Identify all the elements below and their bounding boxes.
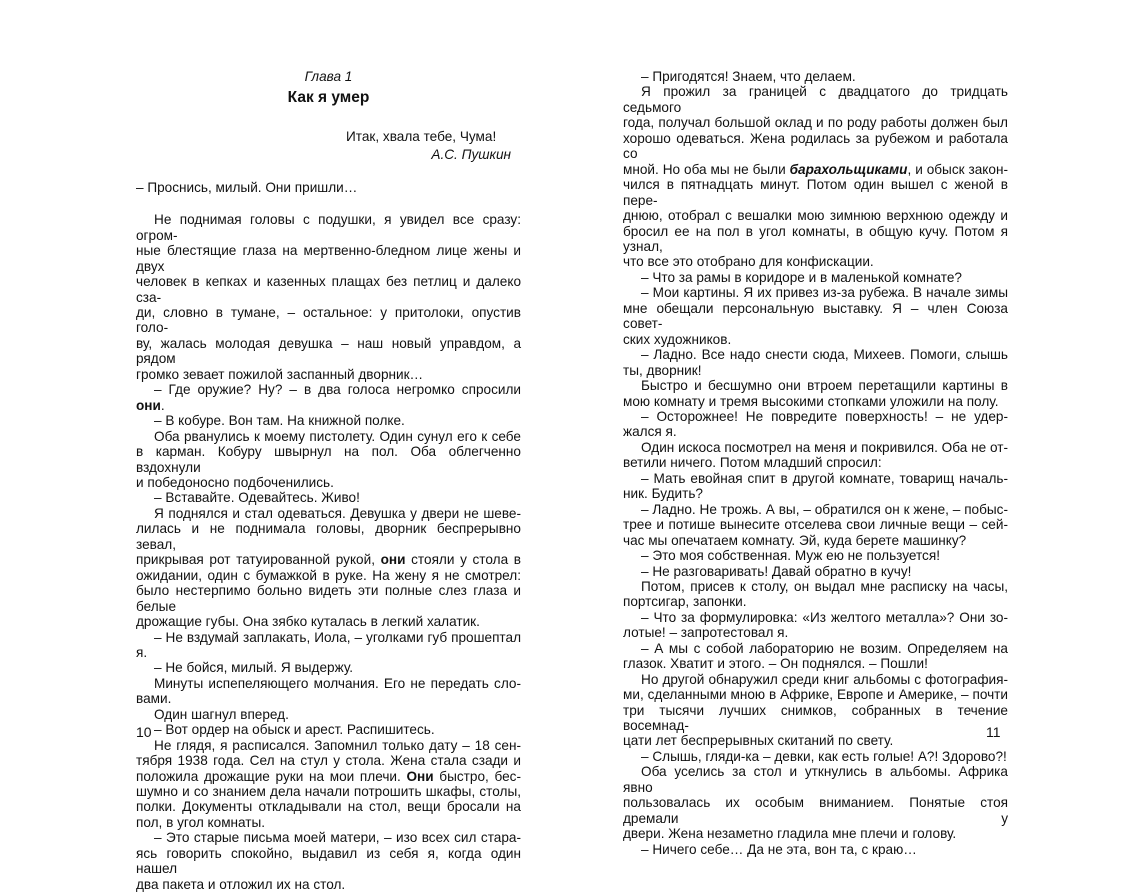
paragraph [623, 579, 1008, 610]
text-line: Оба уселись за стол и уткнулись в альбомы. Африка явно [623, 764, 1008, 795]
paragraph [623, 285, 1008, 347]
text-line: Я прожил за границей с двадцатого до тридцать седьмого [623, 84, 1008, 115]
paragraph [623, 409, 1008, 440]
paragraph [136, 830, 521, 892]
text-line: – Пригодятся! Знаем, что делаем. [641, 69, 856, 84]
paragraph [136, 506, 521, 630]
epigraph-text: Итак, хвала тебе, Чума! [346, 128, 497, 144]
paragraph [623, 764, 1008, 841]
text-line: года, получал большой оклад и по роду работы должен был [623, 115, 1008, 131]
text-line: хорошо одеваться. Жена родилась за рубежом и работала со [623, 130, 1008, 162]
text-line: человек в кепках и казенных плащах без петлиц и далеко сза- [136, 274, 521, 305]
epigraph [136, 129, 521, 163]
text-line: жался я. [623, 424, 677, 440]
text-line: лилась и не поднимала головы, дворник беспрерывно зевал, [136, 521, 521, 552]
opening-line: – Проснись, милый. Они пришли… [136, 179, 358, 195]
left-body-text [136, 212, 521, 892]
paragraph [623, 610, 1008, 641]
text-line: днюю, отобрал с вешалки мою зимнюю верхнюю одежду и [623, 208, 1008, 224]
text-line: глазок. Хватит и этого. – Он поднялся. – Пошли! [623, 656, 928, 672]
paragraph [136, 212, 521, 382]
text-line: вами. [136, 691, 172, 707]
text-line: ожидании, один с бумажкой в руке. На жену я не смотрел: [136, 567, 521, 583]
text-line: – Не разговаривать! Давай обратно в кучу! [641, 563, 912, 579]
paragraph [136, 382, 521, 413]
text-line: – Где оружие? Ну? – в два голоса негромко спросили они. [136, 382, 521, 413]
text-line: – Ладно. Все надо снести сюда, Михеев. Помоги, слышь [641, 347, 1008, 363]
paragraph [136, 413, 521, 428]
right-text-column [623, 69, 1008, 857]
paragraph [623, 564, 1008, 579]
right-page [566, 0, 1132, 857]
text-line: Но другой обнаружил среди книг альбомы с фотография- [641, 671, 1008, 687]
paragraph [623, 270, 1008, 285]
text-line: мою комнату и тремя высокими стопками уложили на полу. [623, 393, 999, 409]
paragraph [623, 69, 1008, 84]
text-line: портсигар, запонки. [623, 594, 747, 610]
text-line: Я поднялся и стал одеваться. Девушка у двери не шеве- [154, 505, 521, 521]
text-line: полки. Документы откладывали на стол, вещи бросали на [136, 799, 521, 815]
text-line: трее и потише вынесите отселева свои личные вещи – сей- [623, 517, 1008, 533]
text-line: ских художников. [623, 331, 732, 347]
right-body-text [623, 69, 1008, 857]
chapter-title: Как я умер [287, 89, 370, 107]
text-line: дрожащие губы. Она зябко куталась в легкий халатик. [136, 614, 480, 630]
text-line: в карман. Кобуру швырнул на пол. Оба облегченно вздохнули [136, 444, 521, 475]
paragraph [623, 842, 1008, 857]
paragraph [136, 630, 521, 661]
text-line: пол, в угол комнаты. [136, 814, 266, 830]
text-line: мне обещали персональную выставку. Я – член Союза совет- [623, 300, 1008, 332]
paragraph [623, 378, 1008, 409]
emphasis: Они [406, 768, 434, 784]
text-line: ясь говорить спокойно, выдавил из себя я, когда один нашел [136, 845, 521, 877]
paragraph [623, 672, 1008, 749]
text-line: Один шагнул вперед. [154, 706, 289, 722]
text-line: ветили ничего. Потом младший спросил: [623, 455, 882, 471]
text-line: – Ладно. Не трожь. А вы, – обратился он к жене, – побыс- [641, 501, 1008, 517]
text-line: ми, сделанными мною в Африке, Европе и Америке, – почти [623, 687, 1008, 703]
page-number-right: 11 [986, 724, 1001, 740]
text-line: Один искоса посмотрел на меня и покривился. Оба не от- [641, 439, 1008, 455]
text-line: Не поднимая головы с подушки, я увидел все сразу: огром- [136, 212, 521, 243]
text-line: – Вот ордер на обыск и арест. Распишитесь. [154, 722, 435, 738]
text-line: Не глядя, я расписался. Запомнил только дату – 18 сен- [154, 737, 521, 753]
paragraph [623, 84, 1008, 269]
text-line: – Не вздумай заплакать, Иола, – уголками губ прошептал я. [136, 629, 521, 660]
text-line: два пакета и отложил их на стол. [136, 876, 346, 892]
text-line: было нестерпимо больно видеть эти полные слез глаза и белые [136, 583, 521, 614]
text-line: Быстро и бесшумно они втроем перетащили картины в [641, 378, 1008, 394]
chapter-label: Глава 1 [304, 69, 353, 84]
text-line: бросил ее на пол в угол комнаты, в общую кучу. Потом я узнал, [623, 223, 1008, 254]
paragraph [623, 471, 1008, 502]
paragraph [136, 429, 521, 491]
emphasis: барахольщиками [789, 161, 908, 177]
text-line: прикрывая рот татуированной рукой, они стояли у стола в [136, 552, 521, 568]
text-line: ди, словно в тумане, – остальное: у притолоки, опустив голо- [136, 304, 521, 336]
text-line: цати лет беспрерывных скитаний по свету. [623, 733, 894, 749]
text-line: ник. Будить? [623, 486, 703, 502]
paragraph [136, 738, 521, 831]
text-line: – Мать евойная спит в другой комнате, товарищ началь- [641, 470, 1008, 486]
epigraph-author: А.С. Пушкин [431, 147, 511, 163]
page-number-left: 10 [136, 724, 152, 740]
left-text-column [136, 69, 521, 892]
text-line: и победоносно подбоченились. [136, 474, 334, 490]
text-line: Оба рванулись к моему пистолету. Один сунул его к себе [154, 428, 521, 444]
paragraph [136, 660, 521, 675]
text-line: – Вставайте. Одевайтесь. Живо! [154, 490, 360, 506]
text-line: – Что за формулировка: «Из желтого металла»? Они зо- [641, 609, 1008, 625]
text-line: двери. Жена незаметно гладила мне плечи и голову. [623, 826, 957, 842]
text-line: лотые! – запротестовал я. [623, 625, 789, 641]
text-line: мной. Но оба мы не были барахольщиками, и обыск закон- [623, 161, 1008, 177]
paragraph [136, 707, 521, 722]
text-line: – В кобуре. Вон там. На книжной полке. [154, 413, 405, 429]
text-line: – Мои картины. Я их привез из-за рубежа. В начале зимы [641, 285, 1008, 301]
text-line: – А мы с собой лабораторию не возим. Определяем на [641, 640, 1008, 656]
paragraph [623, 749, 1008, 764]
text-line: – Это старые письма моей матери, – изо всех сил стара- [154, 830, 521, 846]
emphasis: они [380, 552, 406, 568]
paragraph [623, 347, 1008, 378]
emphasis: они [136, 397, 161, 413]
text-line: ные блестящие глаза на мертвенно-бледном лице жены и двух [136, 243, 521, 274]
text-line: три тысячи лучших снимков, собранных в течение восемнад- [623, 702, 1008, 734]
paragraph [136, 676, 521, 707]
text-line: громко зевает пожилой заспанный дворник… [136, 366, 424, 382]
text-line: – Что за рамы в коридоре и в маленькой комнате? [641, 269, 962, 285]
text-line: – Это моя собственная. Муж ею не пользуется! [641, 548, 940, 564]
text-line: – Ничего себе… Да не эта, вон та, с краю… [641, 841, 917, 857]
text-line: ты, дворник! [623, 362, 702, 378]
text-line: ву, жалась молодая девушка – наш новый управдом, а рядом [136, 335, 521, 367]
text-line: – Не бойся, милый. Я выдержу. [154, 660, 354, 676]
paragraph [623, 502, 1008, 548]
text-line: – Слышь, гляди-ка – девки, как есть голые! А?! Здорово?! [641, 748, 1007, 764]
text-line: час мы опечатаем комнату. Эй, куда берете машинку? [623, 532, 967, 548]
text-line: тября 1938 года. Сел на стул у стола. Жена стала сзади и [136, 753, 521, 769]
paragraph [136, 722, 521, 737]
paragraph [623, 548, 1008, 563]
paragraph [623, 440, 1008, 471]
text-line: чился в пятнадцать минут. Потом один вышел с женой в пере- [623, 177, 1008, 208]
text-line: шумно и со знанием дела начали потрошить шкафы, столы, [136, 784, 521, 800]
text-line: – Осторожнее! Не повредите поверхность! – не удер- [641, 408, 1008, 424]
text-line: положила дрожащие руки на мои плечи. Они быстро, бес- [136, 768, 521, 784]
paragraph [623, 641, 1008, 672]
text-line: что все это отобрано для конфискации. [623, 254, 874, 270]
paragraph [136, 490, 521, 505]
text-line: Потом, присев к столу, он выдал мне расписку на часы, [641, 578, 1008, 594]
text-line: Минуты испепеляющего молчания. Его не передать сло- [154, 675, 521, 691]
text-line: пользовалась их особым вниманием. Понятые стоя дремали у [623, 795, 1008, 826]
